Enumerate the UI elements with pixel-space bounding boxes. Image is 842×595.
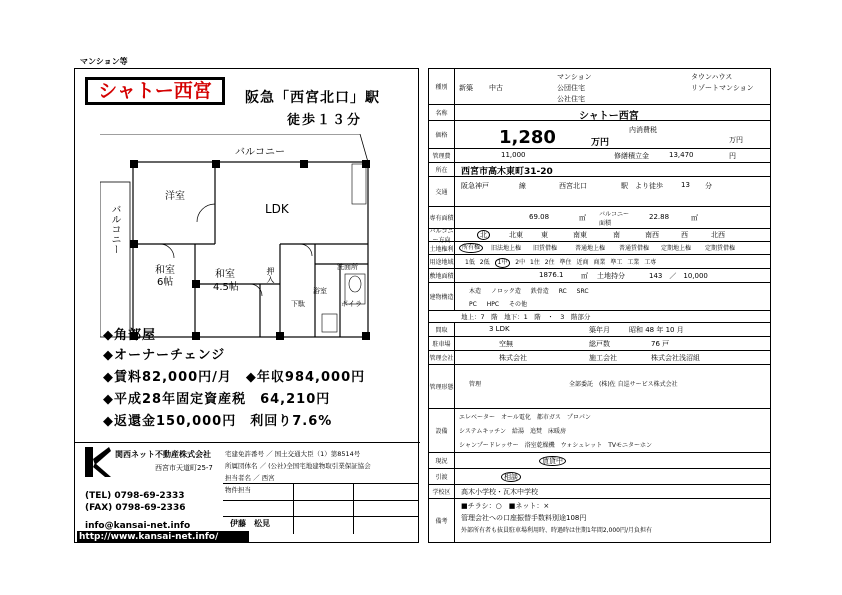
row-floors xyxy=(429,311,770,323)
address-label: 所在 xyxy=(429,163,455,176)
name-label: 名称 xyxy=(429,105,455,120)
dir-s: 南 xyxy=(613,231,620,239)
station-heading: 阪急「西宮北口」駅 xyxy=(245,90,380,106)
washitsu1-label: 和室 xyxy=(155,265,175,276)
line-name: 阪急神戸 xyxy=(461,182,489,190)
tax-note: 内消費税 xyxy=(629,126,657,134)
company-tel: (TEL) 0798-69-2333 xyxy=(85,491,185,501)
mgmt-fee: 11,000 xyxy=(501,151,526,159)
access-label: 交通 xyxy=(429,177,455,206)
row-address xyxy=(429,163,770,177)
equip-line3: シャンプードレッサー 浴室乾燥機 ウォシュレット TVモニターホン xyxy=(459,442,652,449)
builder-label: 施工会社 xyxy=(589,354,617,362)
struct-row1: 木造 ノロック造 鉄骨造 RC SRC xyxy=(469,288,589,295)
mgmt-co-value: 株式会社 xyxy=(499,354,527,362)
company-email[interactable]: info@kansai-net.info xyxy=(85,521,191,531)
land-normal-surface: 普通地上権 xyxy=(575,245,606,252)
ldk-label: LDK xyxy=(265,202,289,216)
row-name xyxy=(429,105,770,121)
balcony-side-label: バルコニー xyxy=(109,204,120,254)
washitsu1-size: 6帖 xyxy=(157,277,174,288)
row-price xyxy=(429,121,770,149)
land-fixed-surface: 定期地上権 xyxy=(661,245,692,252)
site-unit: ㎡ xyxy=(581,272,588,280)
floors-value: 地上：7 階 地下：1 階 ・ 3 階部分 xyxy=(461,313,591,321)
dir-e: 東 xyxy=(541,231,548,239)
mgmt-label: 管理費 xyxy=(429,149,455,162)
mgmt-co-label: 管理会社 xyxy=(429,351,455,364)
repair-label: 修繕積立金 xyxy=(614,152,649,160)
balcony-top-label: バルコニー xyxy=(235,147,285,158)
license-number: 宅建免許番号 ／ 国土交通大臣（1）第8514号 xyxy=(225,450,361,458)
company-url[interactable]: http://www.kansai-net.info/ xyxy=(77,531,249,543)
builder-value: 株式会社浅沼組 xyxy=(651,354,700,362)
association: 所属団体名 ／ (公社)全国宅地建物取引業保証協会 xyxy=(225,462,371,470)
page-title: マンション等 xyxy=(80,57,128,66)
dir-sw: 南西 xyxy=(645,231,659,239)
land-normal-lease: 普通賃借権 xyxy=(619,245,650,252)
spec-line-5: ◆返還金150,000円 利回り7.6% xyxy=(103,414,333,429)
area-unit: ㎡ xyxy=(579,214,586,222)
mgmt-form-value: 全部委託 (株)佐 自巡サービス株式会社 xyxy=(569,381,678,388)
washitsu2-label: 和室 xyxy=(215,269,235,280)
price-label: 価格 xyxy=(429,121,455,148)
row-mgmt-form xyxy=(429,365,770,409)
used-option: 中古 xyxy=(489,84,503,92)
station-suffix: 駅 xyxy=(621,182,628,190)
status-label: 現況 xyxy=(429,453,455,468)
type-resort: リゾートマンション xyxy=(691,84,754,92)
struct-label: 建物構造 xyxy=(429,283,455,310)
share-value: 143 ／ 10,000 xyxy=(649,272,708,280)
direction-label: バルコニー方向 xyxy=(429,228,454,244)
row-structure xyxy=(429,283,770,311)
land-fixed-lease: 定期賃借権 xyxy=(705,245,736,252)
type-label: 種別 xyxy=(429,69,455,104)
share-label: 土地持分 xyxy=(597,272,625,280)
row-parking xyxy=(429,337,770,351)
floor-plan xyxy=(100,134,390,349)
built-value: 昭和 48 年 10 月 xyxy=(629,326,684,334)
spec-line-3: ◆賃料82,000円/月 ◆年収984,000円 xyxy=(103,370,366,385)
row-companies xyxy=(429,351,770,365)
agent-label: 物件担当 xyxy=(225,486,251,494)
tax-unit: 万円 xyxy=(729,136,743,144)
agent-name: 伊藤 松見 xyxy=(230,519,270,528)
school-label: 学校区 xyxy=(429,485,455,498)
boiler-label: ボイラ xyxy=(341,300,362,308)
company-address: 西宮市天道町25-7 xyxy=(155,464,213,472)
address-value: 西宮市高木東町31-20 xyxy=(461,167,553,177)
station-name: 西宮北口 xyxy=(559,182,587,190)
dir-n: 北 xyxy=(477,230,490,240)
zone-label: 用途地域 xyxy=(429,255,455,268)
row-fees xyxy=(429,149,770,163)
new-option: 新築 xyxy=(459,84,473,92)
repair-fee: 13,470 xyxy=(669,151,694,159)
row-equipment xyxy=(429,409,770,453)
company-block xyxy=(75,442,420,545)
dir-ne: 北東 xyxy=(509,231,523,239)
handover-value: 相談 xyxy=(501,472,521,482)
remarks-line3: 外部所有者も抜員駐車場利用時、時過時は住期1年間2,000円/月負担有 xyxy=(461,527,653,534)
type-kodan: 公団住宅 xyxy=(557,84,585,92)
balcony-area-label: バルコニー面積 xyxy=(599,211,630,227)
balcony-area-value: 22.88 xyxy=(649,213,670,221)
repair-unit: 円 xyxy=(729,152,736,160)
row-direction xyxy=(429,229,770,242)
dir-w: 西 xyxy=(681,231,688,239)
layout-label: 間取 xyxy=(429,323,455,336)
row-land-rights xyxy=(429,242,770,255)
row-area xyxy=(429,207,770,229)
price-value: 1,280 xyxy=(499,127,556,148)
property-name: シャトー西宮 xyxy=(85,77,225,105)
equip-label: 設備 xyxy=(429,409,455,452)
price-unit: 万円 xyxy=(591,138,610,148)
built-label: 築年月 xyxy=(589,326,610,334)
row-remarks xyxy=(429,499,770,542)
equip-line1: エレベーター オール電化 都市ガス プロパン xyxy=(459,414,591,421)
washitsu2-size: 4.5帖 xyxy=(213,282,239,293)
parking-value: 空無 xyxy=(499,340,513,348)
area-value: 69.08 xyxy=(529,213,550,221)
storage-label: 押入 xyxy=(266,267,275,283)
land-label: 土地権利 xyxy=(429,242,455,254)
mgmt-type: 管理 xyxy=(469,381,482,388)
walk-time: 徒歩１３分 xyxy=(287,113,363,128)
row-zoning xyxy=(429,255,770,269)
row-type xyxy=(429,69,770,105)
site-label: 敷地面積 xyxy=(429,269,455,282)
row-handover xyxy=(429,469,770,485)
left-panel xyxy=(74,68,419,543)
struct-row2: PC HPC その他 xyxy=(469,301,527,308)
dir-nw: 北西 xyxy=(711,231,725,239)
walk-unit: 分 xyxy=(705,182,712,190)
dir-se: 南東 xyxy=(573,231,587,239)
remarks-line1: ■チラシ：○ ■ネット：× xyxy=(461,502,550,510)
spec-line-2: ◆オーナーチェンジ xyxy=(103,348,226,363)
bath-label: 浴室 xyxy=(313,287,327,295)
balcony-area-unit: ㎡ xyxy=(691,214,698,222)
row-site xyxy=(429,269,770,283)
type-mansion: マンション xyxy=(557,73,592,81)
remarks-label: 備考 xyxy=(429,499,455,542)
property-name-value: シャトー西宮 xyxy=(579,111,639,122)
type-townhouse: タウンハウス xyxy=(691,73,733,81)
parking-label: 駐車場 xyxy=(429,337,455,350)
row-school xyxy=(429,485,770,499)
spec-line-4: ◆平成28年固定資産税 64,210円 xyxy=(103,392,331,407)
status-value: 賃貸中 xyxy=(539,456,566,466)
company-name: 関西ネット不動産株式会社 xyxy=(115,450,211,459)
handover-label: 引渡 xyxy=(429,469,455,484)
row-layout xyxy=(429,323,770,337)
company-logo xyxy=(83,447,111,477)
type-kosha: 公社住宅 xyxy=(557,95,585,103)
school-value: 高木小学校・瓦木中学校 xyxy=(461,488,538,496)
person-label: 担当者名 ／ 西宮 xyxy=(225,474,275,482)
right-panel xyxy=(428,68,771,543)
equip-line2: システムキッチン 給湯 追焚 床暖房 xyxy=(459,428,566,435)
zone-items: 1低 2低 1中 2中 1住 2住 準住 近商 商業 準工 工業 工専 xyxy=(465,259,657,266)
units-label: 総戸数 xyxy=(589,340,610,348)
walk-label: より徒歩 xyxy=(635,182,663,190)
remarks-line2: 管理会社への口座振替手数料別途108円 xyxy=(461,514,587,522)
land-ownership: 所有権 xyxy=(459,243,483,253)
area-label: 専有面積 xyxy=(429,207,455,228)
units-value: 76 戸 xyxy=(651,340,670,348)
land-old-surface: 旧法地上権 xyxy=(491,245,522,252)
walk-minutes: 13 xyxy=(681,181,690,189)
row-access xyxy=(429,177,770,207)
company-fax: (FAX) 0798-69-2336 xyxy=(85,503,186,513)
mgmt-form-label: 管理形態 xyxy=(429,365,455,408)
row-status xyxy=(429,453,770,469)
line-suffix: 線 xyxy=(519,182,526,190)
spec-line-1: ◆角部屋 xyxy=(103,328,156,343)
shoes-label: 下駄 xyxy=(291,300,305,308)
washroom-label: 洗面所 xyxy=(337,263,358,271)
yoshitsu-label: 洋室 xyxy=(165,191,185,202)
layout-value: 3 LDK xyxy=(489,325,510,333)
site-area: 1876.1 xyxy=(539,271,564,279)
land-old-lease: 旧賃借権 xyxy=(533,245,558,252)
